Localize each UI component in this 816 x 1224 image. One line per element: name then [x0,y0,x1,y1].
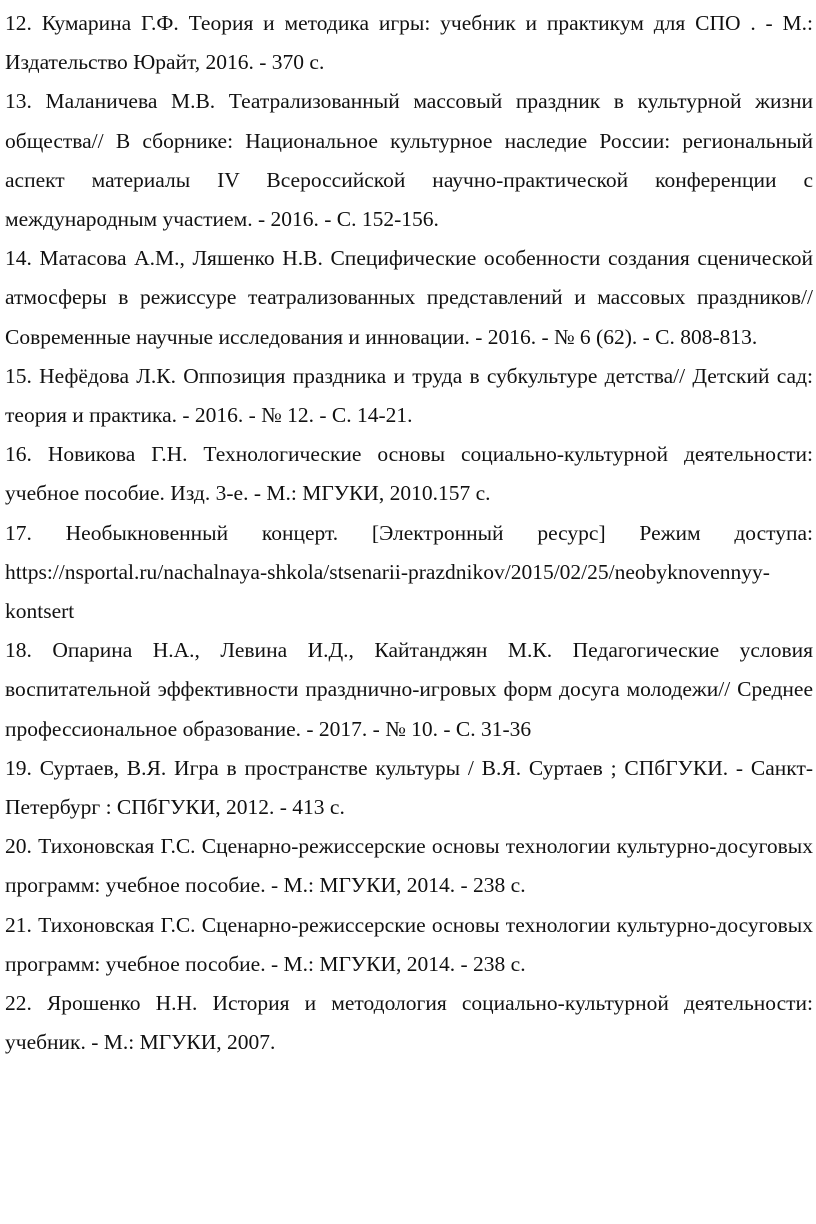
reference-text: Ярошенко Н.Н. История и методология социально-культурной деятельности: учебник. - М.: МГУКИ, 2007. [5,991,814,1055]
reference-item-16 [5,435,813,513]
reference-text: Новикова Г.Н. Технологические основы социально-культурной деятельности: учебное пособие. Изд. 3-е. - М.: МГУКИ, 2010.157 с. [5,442,813,506]
reference-item-13 [5,82,813,239]
reference-number: 12. [5,11,32,35]
reference-text: Необыкновенный концерт. [Электронный ресурс] Режим доступа: https://nsportal.ru/nachalnaya-shkola/stsenarii-prazdnikov/2015/02/25/neobyknovennyy-kontsert [5,520,813,624]
reference-text: Матасова А.М., Ляшенко Н.В. Специфические особенности создания сценической атмосферы в режиссуре театрализованных представлений и массовых праздников// Современные научные исследования и инновации. - 2016. - № 6 (62). - С. 808-813. [5,246,813,349]
reference-text: Нефёдова Л.К. Оппозиция праздника и труда в субкультуре детства// Детский сад: теория и практика. - 2016. - № 12. - С. 14-21. [5,363,814,428]
reference-number: 14. [5,246,32,271]
reference-text: Тихоновская Г.С. Сценарно-режиссерские основы технологии культурно-досуговых программ: учебное пособие. - М.: МГУКИ, 2014. - 238 с. [5,912,813,976]
reference-number: 15. [5,363,32,388]
reference-text: Маланичева М.В. Театрализованный массовый праздник в культурной жизни общества// В сборнике: Национальное культурное наследие России: региональный аспект материалы IV Всероссийской научно-практической конференции с международным участием. - 2016. - С. 152-156. [5,89,813,232]
reference-text: Суртаев, В.Я. Игра в пространстве культуры / В.Я. Суртаев ; СПбГУКИ. - Санкт-Петербург : СПбГУКИ, 2012. - 413 с. [5,755,814,820]
reference-number: 17. [5,520,32,545]
reference-number: 22. [5,991,32,1016]
reference-item-15 [5,357,813,435]
reference-number: 20. [5,834,32,859]
reference-list [5,0,813,1062]
reference-number: 18. [5,638,32,663]
reference-number: 19. [5,755,32,780]
reference-text: Опарина Н.А., Левина И.Д., Кайтанджян М.К. Педагогические условия воспитательной эффективности празднично-игровых форм досуга молодежи// Среднее профессиональное образование. - 2017. - № 10. - С. 31-36 [5,638,813,741]
reference-item-17 [5,514,813,632]
reference-item-22 [5,984,813,1062]
reference-item-19 [5,749,813,827]
reference-item-12 [5,4,813,82]
reference-text: Тихоновская Г.С. Сценарно-режиссерские основы технологии культурно-досуговых программ: учебное пособие. - М.: МГУКИ, 2014. - 238 с. [5,834,813,898]
reference-text: Кумарина Г.Ф. Теория и методика игры: учебник и практикум для СПО . - М.: Издательство Юрайт, 2016. - 370 с. [5,11,813,75]
reference-number: 16. [5,442,32,467]
reference-item-21 [5,906,813,984]
reference-number: 21. [5,912,32,937]
reference-number: 13. [5,89,32,114]
reference-item-20 [5,827,813,905]
reference-item-18 [5,631,813,749]
reference-item-14 [5,239,813,357]
